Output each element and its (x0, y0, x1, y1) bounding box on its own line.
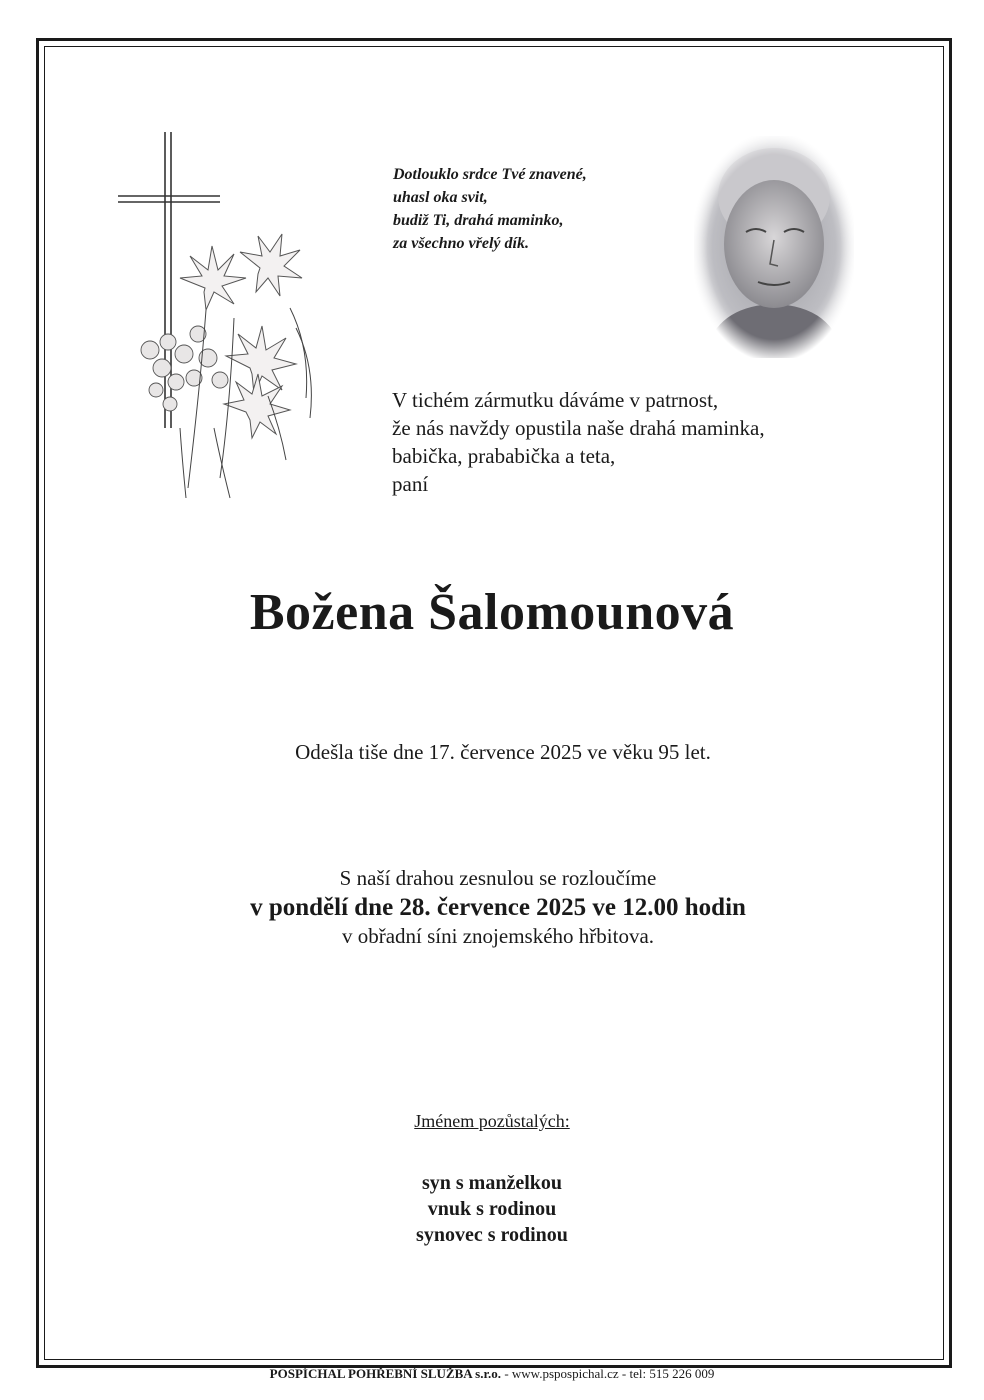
announcement-line: babička, prababička a teta, (392, 444, 616, 468)
farewell-date: v pondělí dne 28. července 2025 ve 12.00 hodin (250, 894, 746, 921)
deceased-name: Božena Šalomounová (249, 584, 735, 641)
announcement-line: paní (392, 472, 429, 496)
survivor-item: synovec s rodinou (416, 1224, 568, 1246)
passed-text: Odešla tiše dne 17. července 2025 ve věku 95 let. (295, 740, 711, 764)
announcement-line: že nás navždy opustila naše drahá maminka, (392, 416, 765, 440)
survivors-heading: Jménem pozůstalých: (414, 1111, 570, 1131)
survivors-list (0, 1170, 984, 1248)
footer (0, 1366, 984, 1382)
farewell-line: S naší drahou zesnulou se rozloučíme (339, 866, 657, 890)
farewell-place: v obřadní síni znojemského hřbitova. (341, 924, 655, 948)
poem-line: Dotlouklo srdce Tvé znavené, (393, 166, 587, 183)
announcement-line: V tichém zármutku dáváme v patrnost, (392, 388, 719, 412)
survivor-item: vnuk s rodinou (427, 1198, 557, 1220)
footer-contact: - www.pspospichal.cz - tel: 515 226 009 (501, 1366, 715, 1381)
footer-company: POSPÍCHAL POHŘEBNÍ SLUŽBA s.r.o. (269, 1366, 502, 1381)
poem-line: za všechno vřelý dík. (393, 235, 529, 252)
poem-line: budiž Ti, drahá maminko, (393, 212, 564, 229)
poem (393, 163, 693, 255)
farewell-block (0, 864, 984, 951)
poem-line: uhasl oka svit, (393, 189, 488, 206)
cross-with-lilies-icon (110, 128, 330, 508)
announcement (392, 386, 872, 498)
survivor-item: syn s manželkou (421, 1172, 563, 1194)
portrait-photo (694, 136, 854, 358)
